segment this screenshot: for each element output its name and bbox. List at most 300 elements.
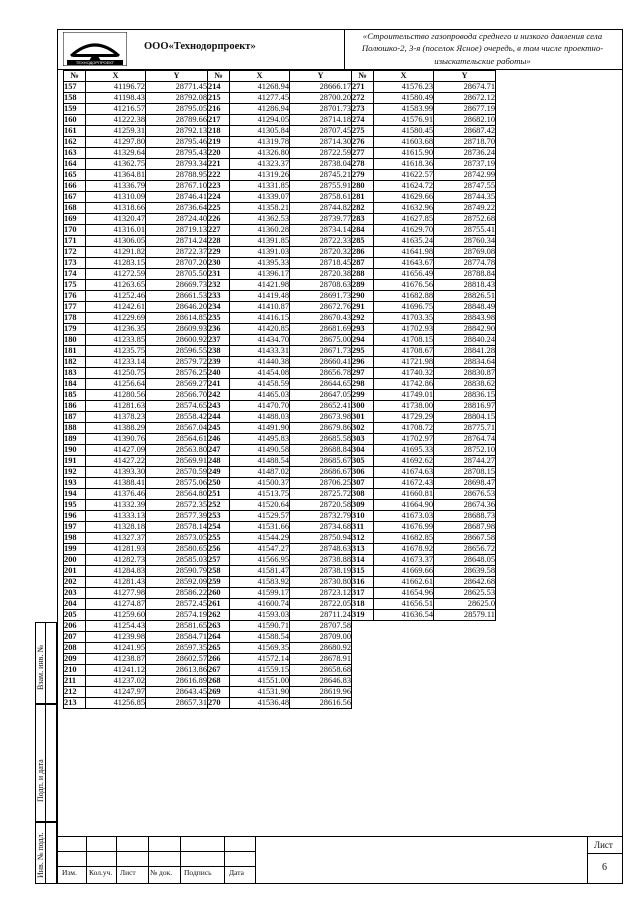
coord-y: 28848.49 bbox=[434, 302, 496, 313]
table-row bbox=[64, 588, 496, 599]
point-number: 313 bbox=[352, 544, 374, 555]
empty-cell bbox=[352, 643, 374, 654]
stamp-sign-date-label: Подп. и дата bbox=[36, 759, 45, 802]
coord-x: 41305.84 bbox=[230, 126, 290, 137]
coord-y: 28722.05 bbox=[290, 599, 352, 610]
coord-x: 41742.86 bbox=[374, 379, 434, 390]
coord-x: 41465.03 bbox=[230, 390, 290, 401]
coord-x: 41580.49 bbox=[374, 93, 434, 104]
col-header-y-3: Y bbox=[434, 71, 496, 82]
coord-x: 41339.07 bbox=[230, 192, 290, 203]
coord-x: 41286.94 bbox=[230, 104, 290, 115]
coord-x: 41664.90 bbox=[374, 500, 434, 511]
coord-x: 41740.32 bbox=[374, 368, 434, 379]
point-number: 193 bbox=[64, 478, 86, 489]
coord-y: 28714.24 bbox=[146, 236, 208, 247]
table-row bbox=[64, 478, 496, 489]
point-number: 178 bbox=[64, 313, 86, 324]
empty-cell bbox=[434, 632, 496, 643]
point-number: 165 bbox=[64, 170, 86, 181]
point-number: 197 bbox=[64, 522, 86, 533]
coord-y: 28680.92 bbox=[290, 643, 352, 654]
table-row bbox=[64, 368, 496, 379]
empty-cell bbox=[374, 643, 434, 654]
table-row bbox=[64, 621, 496, 632]
point-number: 226 bbox=[208, 214, 230, 225]
point-number: 230 bbox=[208, 258, 230, 269]
coord-y: 28642.68 bbox=[434, 577, 496, 588]
col-header-num-1: № bbox=[64, 71, 86, 82]
coord-x: 41277.45 bbox=[230, 93, 290, 104]
coord-x: 41513.75 bbox=[230, 489, 290, 500]
point-number: 298 bbox=[352, 379, 374, 390]
coord-x: 41216.57 bbox=[86, 104, 146, 115]
point-number: 191 bbox=[64, 456, 86, 467]
table-row bbox=[64, 599, 496, 610]
coord-x: 41583.92 bbox=[230, 577, 290, 588]
coord-x: 41635.24 bbox=[374, 236, 434, 247]
point-number: 289 bbox=[352, 280, 374, 291]
table-row bbox=[64, 401, 496, 412]
coord-x: 41673.37 bbox=[374, 555, 434, 566]
coord-x: 41495.83 bbox=[230, 434, 290, 445]
coord-x: 41536.48 bbox=[230, 698, 290, 709]
coord-y: 28744.35 bbox=[434, 192, 496, 203]
empty-cell bbox=[434, 621, 496, 632]
coord-y: 28711.24 bbox=[290, 610, 352, 621]
coord-x: 41656.49 bbox=[374, 269, 434, 280]
coord-x: 41254.43 bbox=[86, 621, 146, 632]
coord-x: 41281.43 bbox=[86, 577, 146, 588]
point-number: 269 bbox=[208, 687, 230, 698]
label-izm: Изм. bbox=[62, 868, 77, 877]
coord-y: 28732.79 bbox=[290, 511, 352, 522]
table-row bbox=[64, 181, 496, 192]
coord-y: 28739.77 bbox=[290, 214, 352, 225]
coord-y: 28755.41 bbox=[434, 225, 496, 236]
coord-x: 41326.80 bbox=[230, 148, 290, 159]
coord-y: 28775.71 bbox=[434, 423, 496, 434]
coord-x: 41256.85 bbox=[86, 698, 146, 709]
coord-y: 28677.19 bbox=[434, 104, 496, 115]
table-row bbox=[64, 247, 496, 258]
point-number: 174 bbox=[64, 269, 86, 280]
table-row bbox=[64, 148, 496, 159]
point-number: 247 bbox=[208, 445, 230, 456]
coord-x: 41458.59 bbox=[230, 379, 290, 390]
empty-cell bbox=[352, 654, 374, 665]
coord-x: 41316.01 bbox=[86, 225, 146, 236]
table-header-row bbox=[64, 71, 496, 82]
coord-x: 41488.54 bbox=[230, 456, 290, 467]
point-number: 302 bbox=[352, 423, 374, 434]
coord-x: 41280.56 bbox=[86, 390, 146, 401]
coord-y: 28558.42 bbox=[146, 412, 208, 423]
coord-x: 41329.64 bbox=[86, 148, 146, 159]
coord-x: 41391.85 bbox=[230, 236, 290, 247]
coord-x: 41676.56 bbox=[374, 280, 434, 291]
coord-x: 41632.96 bbox=[374, 203, 434, 214]
point-number: 237 bbox=[208, 335, 230, 346]
coord-x: 41281.63 bbox=[86, 401, 146, 412]
point-number: 294 bbox=[352, 335, 374, 346]
point-number: 292 bbox=[352, 313, 374, 324]
point-number: 225 bbox=[208, 203, 230, 214]
point-number: 318 bbox=[352, 599, 374, 610]
point-number: 265 bbox=[208, 643, 230, 654]
point-number: 263 bbox=[208, 621, 230, 632]
coord-x: 41268.94 bbox=[230, 82, 290, 93]
coord-x: 41320.47 bbox=[86, 214, 146, 225]
point-number: 210 bbox=[64, 665, 86, 676]
empty-cell bbox=[374, 698, 434, 709]
coord-y: 28600.92 bbox=[146, 335, 208, 346]
coord-y: 28752.68 bbox=[434, 214, 496, 225]
label-kol-uch: Кол.уч. bbox=[89, 868, 113, 877]
point-number: 220 bbox=[208, 148, 230, 159]
table-row bbox=[64, 302, 496, 313]
coord-y: 28714.18 bbox=[290, 115, 352, 126]
coord-y: 28730.80 bbox=[290, 577, 352, 588]
table-row bbox=[64, 203, 496, 214]
empty-cell bbox=[352, 676, 374, 687]
coord-x: 41291.82 bbox=[86, 247, 146, 258]
point-number: 248 bbox=[208, 456, 230, 467]
sheet-number: 6 bbox=[602, 862, 607, 873]
table-row bbox=[64, 379, 496, 390]
coord-y: 28584.71 bbox=[146, 632, 208, 643]
table-row bbox=[64, 522, 496, 533]
coord-x: 41427.22 bbox=[86, 456, 146, 467]
coord-x: 41362.53 bbox=[230, 214, 290, 225]
point-number: 304 bbox=[352, 445, 374, 456]
coord-y: 28674.71 bbox=[434, 82, 496, 93]
coord-y: 28707.45 bbox=[290, 126, 352, 137]
point-number: 293 bbox=[352, 324, 374, 335]
point-number: 257 bbox=[208, 555, 230, 566]
point-number: 235 bbox=[208, 313, 230, 324]
coord-y: 28585.03 bbox=[146, 555, 208, 566]
coord-x: 41390.76 bbox=[86, 434, 146, 445]
coord-x: 41237.02 bbox=[86, 676, 146, 687]
point-number: 185 bbox=[64, 390, 86, 401]
coord-y: 28564.61 bbox=[146, 434, 208, 445]
point-number: 250 bbox=[208, 478, 230, 489]
coord-x: 41331.85 bbox=[230, 181, 290, 192]
coord-x: 41643.67 bbox=[374, 258, 434, 269]
coord-x: 41362.75 bbox=[86, 159, 146, 170]
coord-y: 28826.51 bbox=[434, 291, 496, 302]
coord-x: 41749.01 bbox=[374, 390, 434, 401]
coord-x: 41669.66 bbox=[374, 566, 434, 577]
point-number: 284 bbox=[352, 225, 374, 236]
coord-y: 28747.55 bbox=[434, 181, 496, 192]
coord-x: 41708.67 bbox=[374, 346, 434, 357]
coord-y: 28707.58 bbox=[290, 621, 352, 632]
coord-x: 41529.57 bbox=[230, 511, 290, 522]
table-row bbox=[64, 324, 496, 335]
coord-x: 41603.68 bbox=[374, 137, 434, 148]
coord-y: 28687.98 bbox=[434, 522, 496, 533]
coord-y: 28792.08 bbox=[146, 93, 208, 104]
point-number: 219 bbox=[208, 137, 230, 148]
coord-x: 41487.02 bbox=[230, 467, 290, 478]
coord-y: 28724.40 bbox=[146, 214, 208, 225]
point-number: 296 bbox=[352, 357, 374, 368]
table-row bbox=[64, 632, 496, 643]
sheet-label: Лист bbox=[594, 840, 613, 850]
coord-x: 41576.91 bbox=[374, 115, 434, 126]
coord-x: 41470.70 bbox=[230, 401, 290, 412]
coord-y: 28752.10 bbox=[434, 445, 496, 456]
coord-x: 41256.64 bbox=[86, 379, 146, 390]
coord-y: 28681.69 bbox=[290, 324, 352, 335]
coord-y: 28734.14 bbox=[290, 225, 352, 236]
coord-x: 41433.31 bbox=[230, 346, 290, 357]
coord-x: 41702.97 bbox=[374, 434, 434, 445]
coord-y: 28841.28 bbox=[434, 346, 496, 357]
coord-y: 28755.91 bbox=[290, 181, 352, 192]
label-list: Лист bbox=[120, 868, 136, 877]
point-number: 206 bbox=[64, 621, 86, 632]
coord-y: 28744.27 bbox=[434, 456, 496, 467]
point-number: 243 bbox=[208, 401, 230, 412]
coord-y: 28736.24 bbox=[434, 148, 496, 159]
coord-y: 28738.88 bbox=[290, 555, 352, 566]
point-number: 241 bbox=[208, 379, 230, 390]
coord-y: 28658.68 bbox=[290, 665, 352, 676]
coord-x: 41328.18 bbox=[86, 522, 146, 533]
point-number: 189 bbox=[64, 434, 86, 445]
table-row bbox=[64, 214, 496, 225]
point-number: 162 bbox=[64, 137, 86, 148]
coord-x: 41673.03 bbox=[374, 511, 434, 522]
point-number: 172 bbox=[64, 247, 86, 258]
coord-x: 41708.72 bbox=[374, 423, 434, 434]
point-number: 187 bbox=[64, 412, 86, 423]
coord-x: 41235.75 bbox=[86, 346, 146, 357]
coord-x: 41583.99 bbox=[374, 104, 434, 115]
point-number: 194 bbox=[64, 489, 86, 500]
point-number: 231 bbox=[208, 269, 230, 280]
table-row bbox=[64, 555, 496, 566]
point-number: 202 bbox=[64, 577, 86, 588]
point-number: 251 bbox=[208, 489, 230, 500]
coord-y: 28656.72 bbox=[434, 544, 496, 555]
coord-y: 28625.0 bbox=[434, 599, 496, 610]
empty-cell bbox=[374, 687, 434, 698]
coord-y: 28737.19 bbox=[434, 159, 496, 170]
point-number: 252 bbox=[208, 500, 230, 511]
point-number: 164 bbox=[64, 159, 86, 170]
point-number: 179 bbox=[64, 324, 86, 335]
point-number: 264 bbox=[208, 632, 230, 643]
empty-cell bbox=[374, 665, 434, 676]
table-row bbox=[64, 291, 496, 302]
coord-y: 28666.17 bbox=[290, 82, 352, 93]
coord-y: 28767.10 bbox=[146, 181, 208, 192]
coord-x: 41196.72 bbox=[86, 82, 146, 93]
coord-x: 41259.60 bbox=[86, 610, 146, 621]
coord-x: 41703.35 bbox=[374, 313, 434, 324]
stamp-orig-inv-label: Инв. № подл. bbox=[36, 832, 45, 878]
table-row bbox=[64, 500, 496, 511]
coord-y: 28816.97 bbox=[434, 401, 496, 412]
point-number: 211 bbox=[64, 676, 86, 687]
table-row bbox=[64, 225, 496, 236]
table-row bbox=[64, 434, 496, 445]
coord-y: 28843.98 bbox=[434, 313, 496, 324]
point-number: 254 bbox=[208, 522, 230, 533]
stamp-sign-date-field bbox=[45, 704, 57, 822]
coord-x: 41272.59 bbox=[86, 269, 146, 280]
coord-y: 28656.78 bbox=[290, 368, 352, 379]
point-number: 192 bbox=[64, 467, 86, 478]
coord-x: 41360.28 bbox=[230, 225, 290, 236]
coord-x: 41490.58 bbox=[230, 445, 290, 456]
coord-x: 41544.29 bbox=[230, 533, 290, 544]
point-number: 260 bbox=[208, 588, 230, 599]
point-number: 198 bbox=[64, 533, 86, 544]
point-number: 188 bbox=[64, 423, 86, 434]
coord-y: 28671.73 bbox=[290, 346, 352, 357]
coord-x: 41283.15 bbox=[86, 258, 146, 269]
coord-y: 28836.15 bbox=[434, 390, 496, 401]
coord-x: 41233.85 bbox=[86, 335, 146, 346]
coord-x: 41695.33 bbox=[374, 445, 434, 456]
point-number: 310 bbox=[352, 511, 374, 522]
coord-y: 28771.45 bbox=[146, 82, 208, 93]
point-number: 204 bbox=[64, 599, 86, 610]
coord-x: 41336.79 bbox=[86, 181, 146, 192]
point-number: 285 bbox=[352, 236, 374, 247]
empty-cell bbox=[352, 665, 374, 676]
point-number: 203 bbox=[64, 588, 86, 599]
point-number: 190 bbox=[64, 445, 86, 456]
table-row bbox=[64, 82, 496, 93]
coord-y: 28686.67 bbox=[290, 467, 352, 478]
coord-y: 28660.41 bbox=[290, 357, 352, 368]
point-number: 276 bbox=[352, 137, 374, 148]
point-number: 307 bbox=[352, 478, 374, 489]
point-number: 279 bbox=[352, 170, 374, 181]
coord-x: 41410.87 bbox=[230, 302, 290, 313]
coord-x: 41531.90 bbox=[230, 687, 290, 698]
coord-y: 28789.66 bbox=[146, 115, 208, 126]
coord-x: 41241.95 bbox=[86, 643, 146, 654]
coord-x: 41551.00 bbox=[230, 676, 290, 687]
coord-x: 41332.39 bbox=[86, 500, 146, 511]
point-number: 319 bbox=[352, 610, 374, 621]
coord-x: 41318.66 bbox=[86, 203, 146, 214]
coord-y: 28646.20 bbox=[146, 302, 208, 313]
point-number: 218 bbox=[208, 126, 230, 137]
coord-y: 28774.78 bbox=[434, 258, 496, 269]
coord-y: 28723.12 bbox=[290, 588, 352, 599]
coord-y: 28613.86 bbox=[146, 665, 208, 676]
coord-y: 28672.76 bbox=[290, 302, 352, 313]
coord-y: 28795.43 bbox=[146, 148, 208, 159]
table-row bbox=[64, 566, 496, 577]
point-number: 160 bbox=[64, 115, 86, 126]
company-logo-icon bbox=[63, 32, 127, 66]
point-number: 297 bbox=[352, 368, 374, 379]
coord-x: 41250.75 bbox=[86, 368, 146, 379]
coord-y: 28792.13 bbox=[146, 126, 208, 137]
point-number: 312 bbox=[352, 533, 374, 544]
coord-y: 28688.84 bbox=[290, 445, 352, 456]
coord-y: 28709.00 bbox=[290, 632, 352, 643]
point-number: 273 bbox=[352, 104, 374, 115]
coord-y: 28646.83 bbox=[290, 676, 352, 687]
coord-x: 41427.09 bbox=[86, 445, 146, 456]
coord-y: 28736.64 bbox=[146, 203, 208, 214]
point-number: 216 bbox=[208, 104, 230, 115]
point-number: 200 bbox=[64, 555, 86, 566]
coord-y: 28769.08 bbox=[434, 247, 496, 258]
point-number: 267 bbox=[208, 665, 230, 676]
point-number: 306 bbox=[352, 467, 374, 478]
empty-cell bbox=[374, 621, 434, 632]
point-number: 183 bbox=[64, 368, 86, 379]
coord-y: 28830.87 bbox=[434, 368, 496, 379]
table-row bbox=[64, 412, 496, 423]
coordinates-table bbox=[63, 70, 496, 709]
table-row bbox=[64, 544, 496, 555]
empty-cell bbox=[434, 643, 496, 654]
table-row bbox=[64, 357, 496, 368]
point-number: 205 bbox=[64, 610, 86, 621]
point-number: 222 bbox=[208, 170, 230, 181]
point-number: 236 bbox=[208, 324, 230, 335]
point-number: 228 bbox=[208, 236, 230, 247]
coord-y: 28672.12 bbox=[434, 93, 496, 104]
coord-y: 28609.93 bbox=[146, 324, 208, 335]
coord-x: 41500.37 bbox=[230, 478, 290, 489]
coord-y: 28670.43 bbox=[290, 313, 352, 324]
table-row bbox=[64, 489, 496, 500]
point-number: 281 bbox=[352, 192, 374, 203]
coord-x: 41600.74 bbox=[230, 599, 290, 610]
coord-y: 28750.94 bbox=[290, 533, 352, 544]
empty-cell bbox=[434, 654, 496, 665]
point-number: 303 bbox=[352, 434, 374, 445]
stamp-orig-inv-field bbox=[45, 822, 57, 884]
table-row bbox=[64, 456, 496, 467]
coord-y: 28647.05 bbox=[290, 390, 352, 401]
coord-x: 41378.23 bbox=[86, 412, 146, 423]
coord-x: 41627.85 bbox=[374, 214, 434, 225]
coord-x: 41559.15 bbox=[230, 665, 290, 676]
coord-y: 28570.59 bbox=[146, 467, 208, 478]
coord-y: 28592.09 bbox=[146, 577, 208, 588]
point-number: 240 bbox=[208, 368, 230, 379]
coord-x: 41738.00 bbox=[374, 401, 434, 412]
point-number: 233 bbox=[208, 291, 230, 302]
point-number: 181 bbox=[64, 346, 86, 357]
table-row bbox=[64, 533, 496, 544]
point-number: 157 bbox=[64, 82, 86, 93]
coord-y: 28579.11 bbox=[434, 610, 496, 621]
coord-y: 28679.86 bbox=[290, 423, 352, 434]
coord-y: 28840.24 bbox=[434, 335, 496, 346]
coord-x: 41323.37 bbox=[230, 159, 290, 170]
table-row bbox=[64, 269, 496, 280]
point-number: 283 bbox=[352, 214, 374, 225]
coord-y: 28574.19 bbox=[146, 610, 208, 621]
coord-y: 28688.73 bbox=[434, 511, 496, 522]
point-number: 282 bbox=[352, 203, 374, 214]
